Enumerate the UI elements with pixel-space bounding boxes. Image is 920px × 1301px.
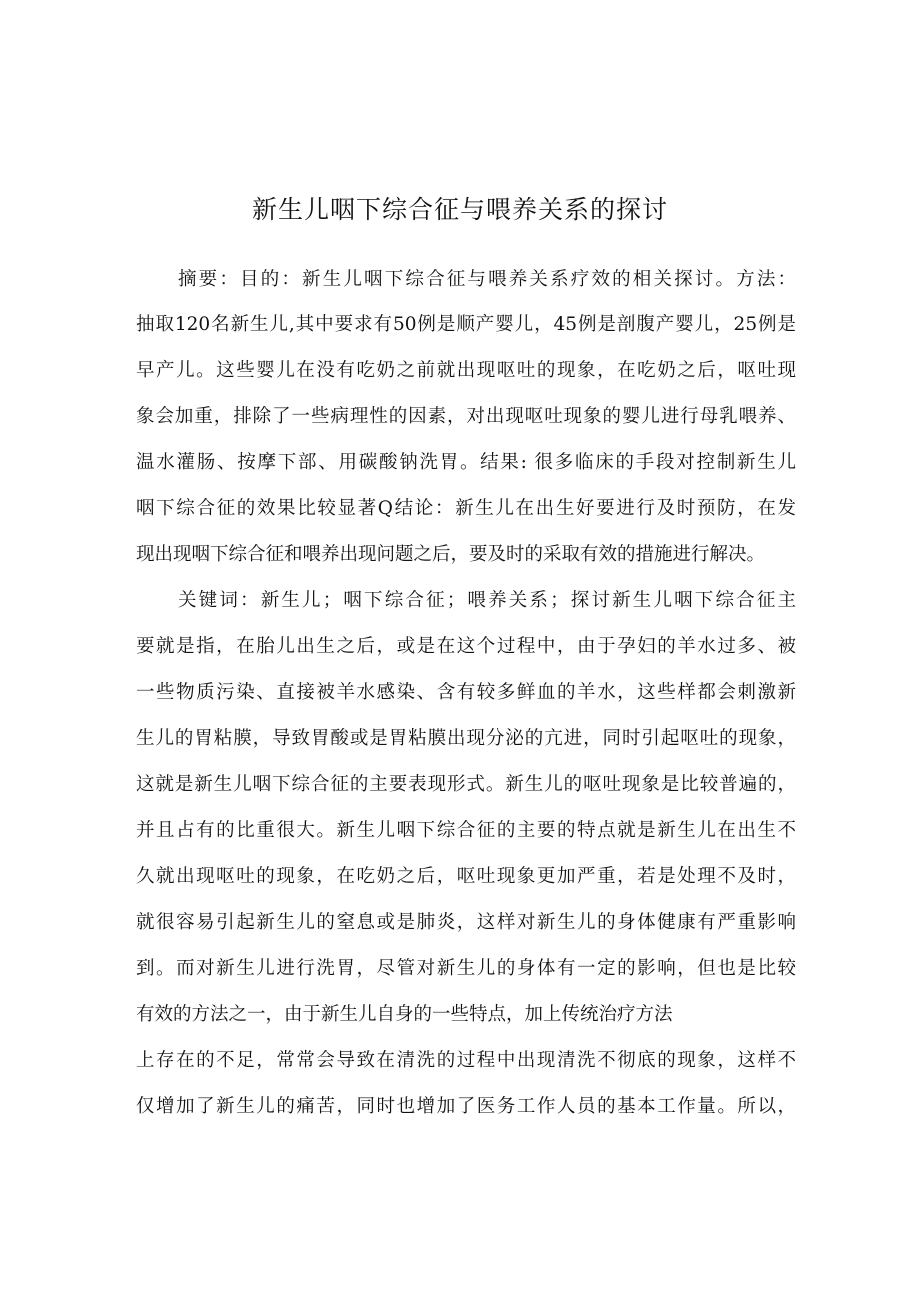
body-line: 一些物质污染、直接被羊水感染、含有较多鲜血的羊水，这些样都会刺激新	[136, 682, 796, 703]
body-line: 要就是指，在胎儿出生之后，或是在这个过程中，由于孕妇的羊水过多、被	[136, 636, 796, 657]
body-line: 关键词：新生儿；咽下综合征；喂养关系；探讨新生儿咽下综合征主	[178, 590, 796, 611]
abstract-line: 温水灌肠、按摩下部、用碳酸钠洗胃。结果: 很多临床的手段对控制新生儿	[136, 452, 796, 473]
body-line: 有效的方法之一，由于新生儿自身的一些特点，加上传统治疗方法	[136, 1004, 673, 1025]
abstract-line: 早产儿。这些婴儿在没有吃奶之前就出现呕吐的现象，在吃奶之后，呕吐现	[136, 360, 796, 381]
body-line: 这就是新生儿咽下综合征的主要表现形式。新生儿的呕吐现象是比较普遍的，	[136, 774, 796, 795]
body-line: 生儿的胃粘膜，导致胃酸或是胃粘膜出现分泌的亢进，同时引起呕吐的现象，	[136, 728, 796, 749]
abstract-line: 象会加重，排除了一些病理性的因素，对出现呕吐现象的婴儿进行母乳喂养、	[136, 406, 796, 427]
body-line: 久就出现呕吐的现象，在吃奶之后，呕吐现象更加严重，若是处理不及时，	[136, 866, 796, 887]
body-line: 仅增加了新生儿的痛苦，同时也增加了医务工作人员的基本工作量。所以，	[136, 1096, 796, 1117]
body-line: 上存在的不足，常常会导致在清洗的过程中出现清洗不彻底的现象，这样不	[136, 1050, 796, 1071]
abstract-line: 现出现咽下综合征和喂养出现问题之后，要及时的采取有效的措施进行解决。	[136, 544, 766, 565]
body-line: 就很容易引起新生儿的窒息或是肺炎，这样对新生儿的身体健康有严重影响	[136, 912, 796, 933]
abstract-line: 摘要：目的：新生儿咽下综合征与喂养关系疗效的相关探讨。方法：	[178, 269, 796, 290]
body-line: 并且占有的比重很大。新生儿咽下综合征的主要的特点就是新生儿在出生不	[136, 820, 796, 841]
abstract-line: 抽取120名新生儿,其中要求有50例是顺产婴儿，45例是剖腹产婴儿，25例是	[136, 314, 796, 335]
abstract-line: 咽下综合征的效果比较显著Q结论：新生儿在出生好要进行及时预防，在发	[136, 498, 796, 519]
document-title: 新生儿咽下综合征与喂养关系的探讨	[251, 195, 668, 224]
body-line: 到。而对新生儿进行洗胃，尽管对新生儿的身体有一定的影响，但也是比较	[136, 958, 796, 979]
